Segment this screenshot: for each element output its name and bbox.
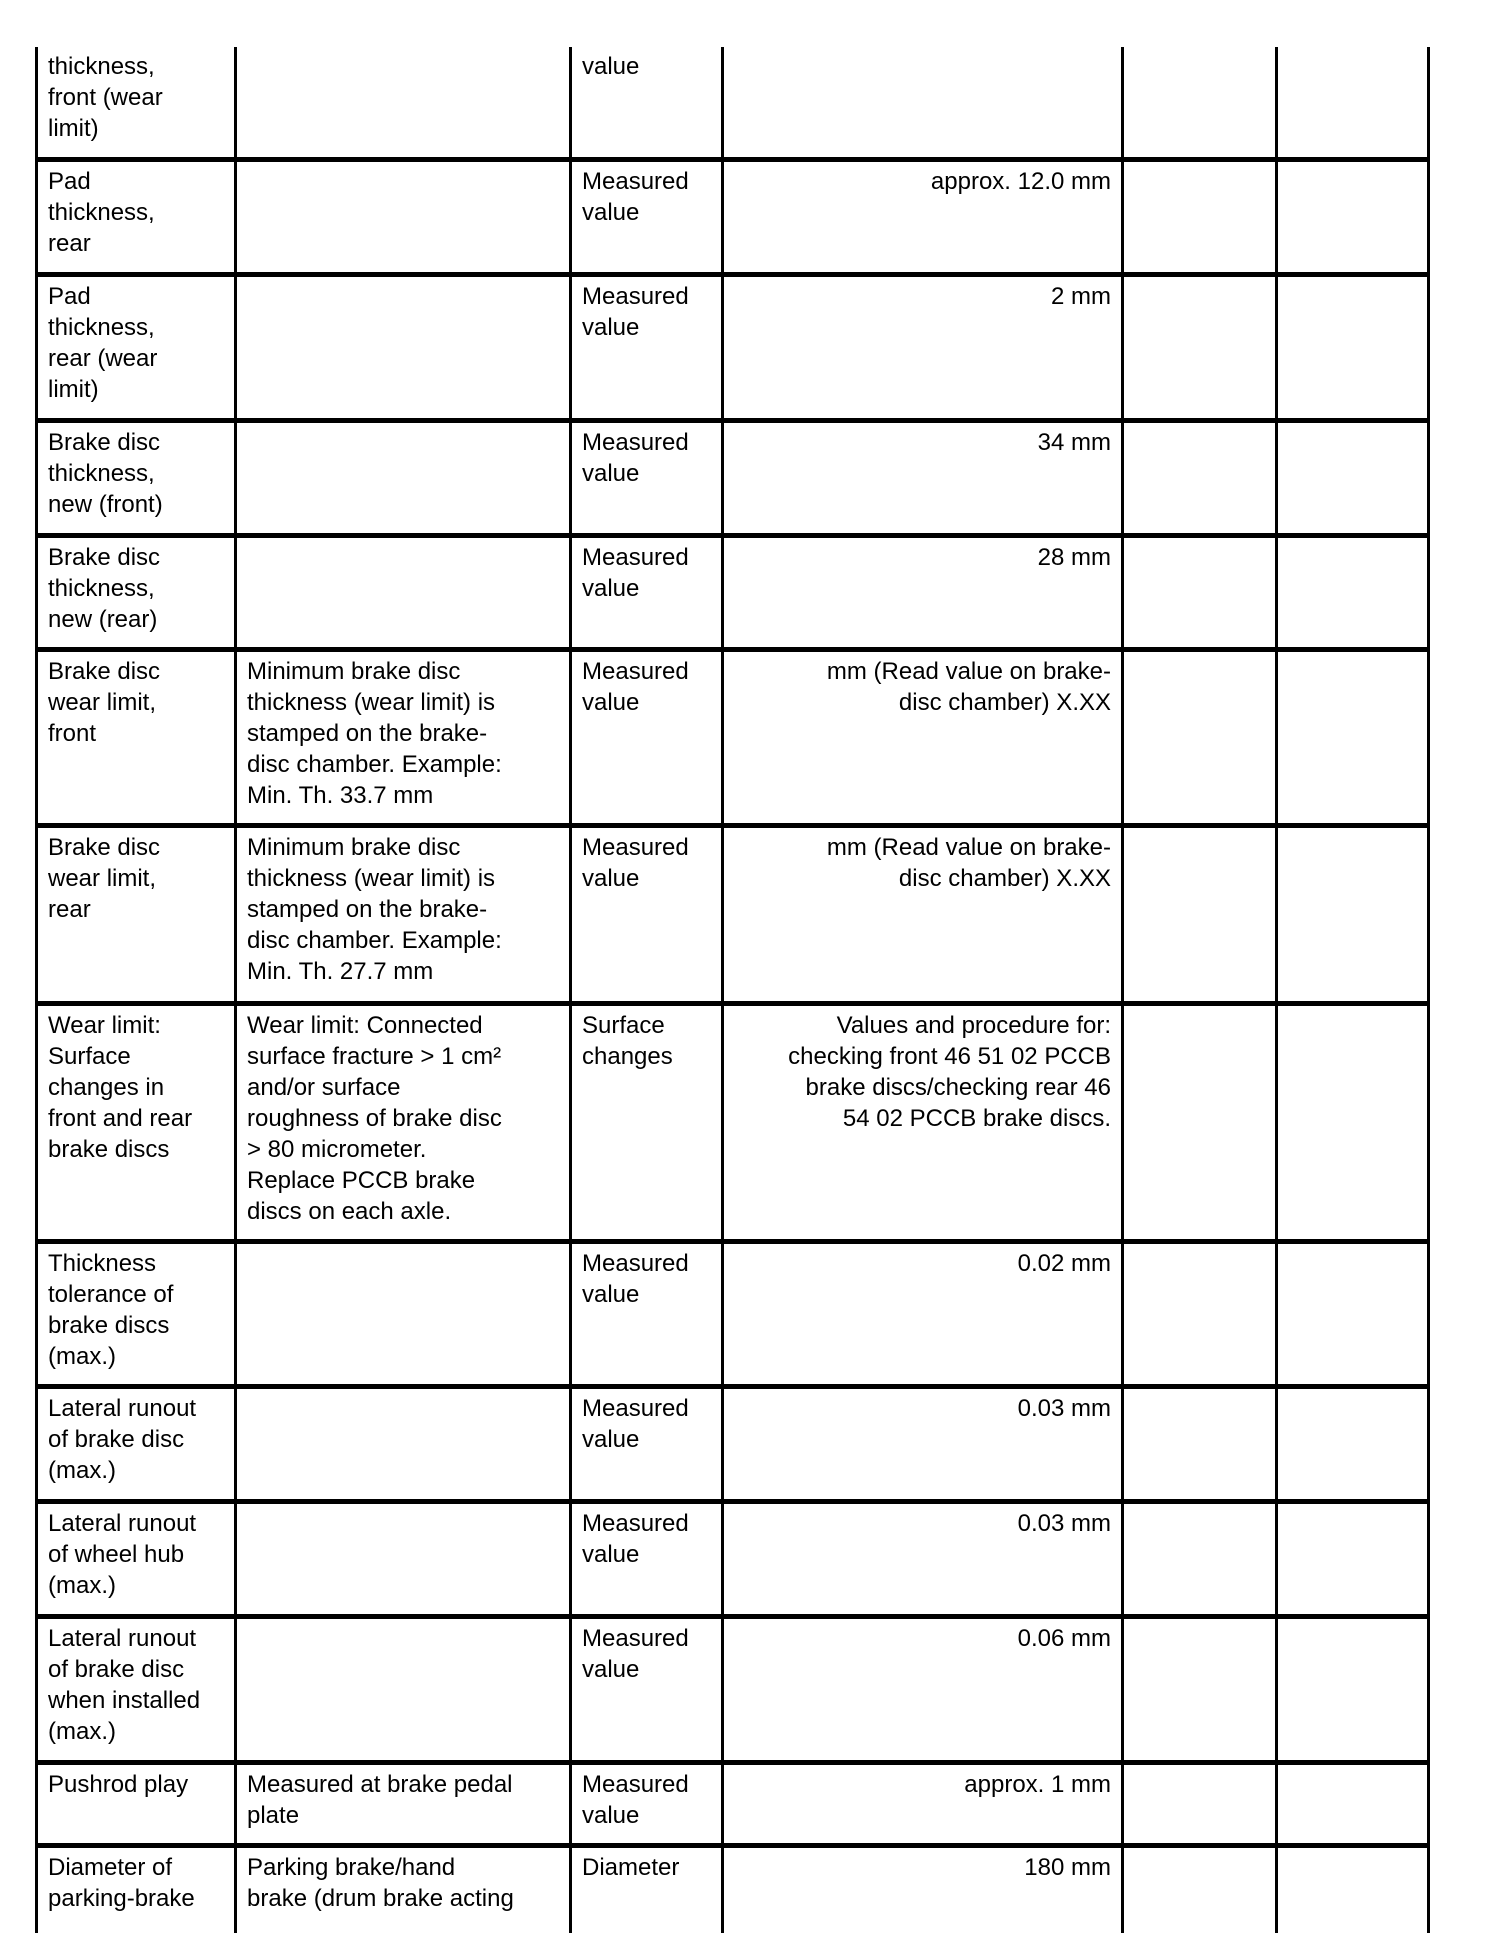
type-cell-text: Measured value <box>582 168 689 226</box>
check-cell-text <box>1124 47 1275 157</box>
remark-cell-text <box>1278 47 1427 157</box>
param-cell <box>37 1387 236 1502</box>
check-cell-text <box>1124 277 1275 418</box>
note-cell-text <box>237 423 569 533</box>
note-cell-text: Minimum brake disc thickness (wear limit) is stamped on the brake- disc chamber. Example: Min. Th. 33.7 mm <box>247 658 502 809</box>
table-row <box>37 421 1429 536</box>
type-cell-text: Measured value <box>582 1510 689 1568</box>
param-cell <box>37 1004 236 1242</box>
table-row <box>37 1387 1429 1502</box>
value-cell <box>723 1763 1123 1846</box>
check-cell-text <box>1124 538 1275 647</box>
type-cell <box>571 1387 723 1502</box>
note-cell-text: Measured at brake pedal plate <box>247 1771 513 1829</box>
type-cell-text: Measured value <box>582 658 689 716</box>
check-cell-text <box>1124 1389 1275 1499</box>
note-cell-text <box>237 1389 569 1499</box>
param-cell-text: Lateral runout of brake disc (max.) <box>48 1395 197 1484</box>
check-cell-text <box>1124 1504 1275 1614</box>
value-cell-text: approx. 12.0 mm <box>930 168 1111 195</box>
param-cell <box>37 1502 236 1617</box>
value-cell-text: Values and procedure for: checking front 46 51 02 PCCB brake discs/checking rear 46 54 02 PCCB brake discs. <box>788 1012 1111 1132</box>
remark-cell-text <box>1278 1504 1427 1614</box>
type-cell <box>571 47 723 160</box>
value-cell-text: 0.06 mm <box>1017 1625 1111 1652</box>
remark-cell <box>1277 1387 1429 1502</box>
value-cell <box>723 1846 1123 1934</box>
value-cell <box>723 650 1123 826</box>
type-cell-text: Measured value <box>582 1250 689 1308</box>
value-cell <box>723 421 1123 536</box>
note-cell-text <box>237 538 569 647</box>
note-cell <box>236 1502 571 1617</box>
check-cell-text <box>1124 652 1275 823</box>
type-cell-text: Measured value <box>582 544 689 602</box>
type-cell <box>571 536 723 650</box>
remark-cell <box>1277 650 1429 826</box>
type-cell-text: Measured value <box>582 283 689 341</box>
param-cell <box>37 1846 236 1934</box>
value-cell-text: 34 mm <box>1037 429 1111 456</box>
value-cell <box>723 1004 1123 1242</box>
check-cell <box>1123 421 1277 536</box>
check-cell <box>1123 1242 1277 1387</box>
table-row <box>37 1763 1429 1846</box>
type-cell-text: Surface changes <box>582 1012 673 1070</box>
type-cell-text: value <box>582 53 640 80</box>
param-cell <box>37 1617 236 1763</box>
value-cell-text: 0.03 mm <box>1017 1395 1111 1422</box>
remark-cell-text <box>1278 1389 1427 1499</box>
remark-cell <box>1277 1617 1429 1763</box>
type-cell-text: Measured value <box>582 1625 689 1683</box>
check-cell <box>1123 47 1277 160</box>
param-cell <box>37 47 236 160</box>
check-cell <box>1123 275 1277 421</box>
type-cell-text: Measured value <box>582 1395 689 1453</box>
value-cell <box>723 1617 1123 1763</box>
type-cell <box>571 1004 723 1242</box>
param-cell-text: Wear limit: Surface changes in front and rear brake discs <box>48 1012 193 1163</box>
note-cell <box>236 1387 571 1502</box>
remark-cell <box>1277 421 1429 536</box>
remark-cell <box>1277 160 1429 275</box>
value-cell-text <box>724 47 1121 157</box>
table-row <box>37 1617 1429 1763</box>
param-cell-text: Lateral runout of wheel hub (max.) <box>48 1510 197 1599</box>
note-cell-text <box>237 1244 569 1384</box>
param-cell-text: thickness, front (wear limit) <box>48 53 163 142</box>
value-cell-text: mm (Read value on brake- disc chamber) X.XX <box>826 658 1111 716</box>
value-cell <box>723 160 1123 275</box>
value-cell <box>723 1502 1123 1617</box>
remark-cell-text <box>1278 1765 1427 1843</box>
remark-cell-text <box>1278 1006 1427 1239</box>
remark-cell-text <box>1278 652 1427 823</box>
type-cell <box>571 421 723 536</box>
value-cell-text: 28 mm <box>1037 544 1111 571</box>
type-cell <box>571 1846 723 1934</box>
param-cell-text: Diameter of parking-brake <box>48 1854 195 1912</box>
value-cell-text: 0.02 mm <box>1017 1250 1111 1277</box>
table-row <box>37 47 1429 160</box>
note-cell-text <box>237 277 569 418</box>
type-cell <box>571 1242 723 1387</box>
value-cell <box>723 1387 1123 1502</box>
check-cell-text <box>1124 162 1275 272</box>
note-cell <box>236 1617 571 1763</box>
param-cell-text: Pushrod play <box>48 1771 189 1798</box>
table-row <box>37 1004 1429 1242</box>
type-cell-text: Measured value <box>582 834 689 892</box>
check-cell-text <box>1124 1619 1275 1760</box>
check-cell <box>1123 826 1277 1004</box>
check-cell <box>1123 1617 1277 1763</box>
type-cell <box>571 1763 723 1846</box>
param-cell-text: Brake disc thickness, new (front) <box>48 429 163 518</box>
param-cell <box>37 275 236 421</box>
check-cell-text <box>1124 1848 1275 1933</box>
remark-cell-text <box>1278 423 1427 533</box>
type-cell <box>571 650 723 826</box>
param-cell-text: Brake disc wear limit, rear <box>48 834 161 923</box>
check-cell-text <box>1124 423 1275 533</box>
check-cell <box>1123 1846 1277 1934</box>
note-cell <box>236 1763 571 1846</box>
check-cell <box>1123 1387 1277 1502</box>
note-cell <box>236 47 571 160</box>
check-cell <box>1123 650 1277 826</box>
param-cell-text: Thickness tolerance of brake discs (max.) <box>48 1250 174 1370</box>
type-cell <box>571 275 723 421</box>
remark-cell <box>1277 275 1429 421</box>
table-row <box>37 1502 1429 1617</box>
table-row <box>37 1242 1429 1387</box>
param-cell <box>37 1763 236 1846</box>
check-cell <box>1123 1763 1277 1846</box>
note-cell <box>236 160 571 275</box>
check-cell <box>1123 536 1277 650</box>
param-cell-text: Pad thickness, rear <box>48 168 155 257</box>
table-row <box>37 160 1429 275</box>
check-cell-text <box>1124 1006 1275 1239</box>
value-cell <box>723 47 1123 160</box>
type-cell-text: Diameter <box>582 1854 680 1881</box>
type-cell <box>571 1502 723 1617</box>
param-cell-text: Pad thickness, rear (wear limit) <box>48 283 158 403</box>
check-cell <box>1123 160 1277 275</box>
param-cell-text: Brake disc wear limit, front <box>48 658 161 747</box>
note-cell <box>236 1004 571 1242</box>
remark-cell-text <box>1278 1619 1427 1760</box>
note-cell <box>236 421 571 536</box>
value-cell <box>723 275 1123 421</box>
table-row <box>37 650 1429 826</box>
param-cell-text: Lateral runout of brake disc when installed (max.) <box>48 1625 201 1745</box>
type-cell-text: Measured value <box>582 1771 689 1829</box>
remark-cell <box>1277 1502 1429 1617</box>
note-cell-text <box>237 1504 569 1614</box>
table-row <box>37 536 1429 650</box>
remark-cell-text <box>1278 1848 1427 1933</box>
note-cell <box>236 275 571 421</box>
remark-cell-text <box>1278 538 1427 647</box>
value-cell-text: 180 mm <box>1024 1854 1111 1881</box>
value-cell-text: 2 mm <box>1051 283 1111 310</box>
note-cell-text <box>237 1619 569 1760</box>
remark-cell <box>1277 826 1429 1004</box>
check-cell-text <box>1124 1244 1275 1384</box>
type-cell <box>571 1617 723 1763</box>
remark-cell-text <box>1278 162 1427 272</box>
note-cell <box>236 1242 571 1387</box>
value-cell-text: mm (Read value on brake- disc chamber) X.XX <box>826 834 1111 892</box>
param-cell <box>37 826 236 1004</box>
check-cell <box>1123 1502 1277 1617</box>
brake-specifications-table <box>35 47 1430 1933</box>
remark-cell <box>1277 1763 1429 1846</box>
remark-cell-text <box>1278 277 1427 418</box>
check-cell-text <box>1124 828 1275 1001</box>
note-cell-text: Minimum brake disc thickness (wear limit) is stamped on the brake- disc chamber. Example: Min. Th. 27.7 mm <box>247 834 502 985</box>
note-cell-text <box>237 47 569 157</box>
value-cell-text: 0.03 mm <box>1017 1510 1111 1537</box>
note-cell-text: Parking brake/hand brake (drum brake acting <box>247 1854 514 1912</box>
note-cell <box>236 1846 571 1934</box>
type-cell <box>571 826 723 1004</box>
remark-cell <box>1277 1242 1429 1387</box>
param-cell-text: Brake disc thickness, new (rear) <box>48 544 161 633</box>
value-cell <box>723 826 1123 1004</box>
note-cell <box>236 826 571 1004</box>
note-cell-text <box>237 162 569 272</box>
param-cell <box>37 650 236 826</box>
param-cell <box>37 160 236 275</box>
table-row <box>37 275 1429 421</box>
value-cell <box>723 1242 1123 1387</box>
type-cell-text: Measured value <box>582 429 689 487</box>
remark-cell <box>1277 47 1429 160</box>
param-cell <box>37 536 236 650</box>
remark-cell <box>1277 536 1429 650</box>
note-cell <box>236 536 571 650</box>
param-cell <box>37 421 236 536</box>
check-cell <box>1123 1004 1277 1242</box>
check-cell-text <box>1124 1765 1275 1843</box>
remark-cell-text <box>1278 828 1427 1001</box>
type-cell <box>571 160 723 275</box>
table-row <box>37 826 1429 1004</box>
remark-cell <box>1277 1846 1429 1934</box>
remark-cell-text <box>1278 1244 1427 1384</box>
value-cell <box>723 536 1123 650</box>
remark-cell <box>1277 1004 1429 1242</box>
table-row <box>37 1846 1429 1934</box>
note-cell <box>236 650 571 826</box>
note-cell-text: Wear limit: Connected surface fracture > 1 cm² and/or surface roughness of brake disc > 80 micrometer. Replace PCCB brake discs on each axle. <box>247 1012 502 1225</box>
param-cell <box>37 1242 236 1387</box>
value-cell-text: approx. 1 mm <box>964 1771 1111 1798</box>
